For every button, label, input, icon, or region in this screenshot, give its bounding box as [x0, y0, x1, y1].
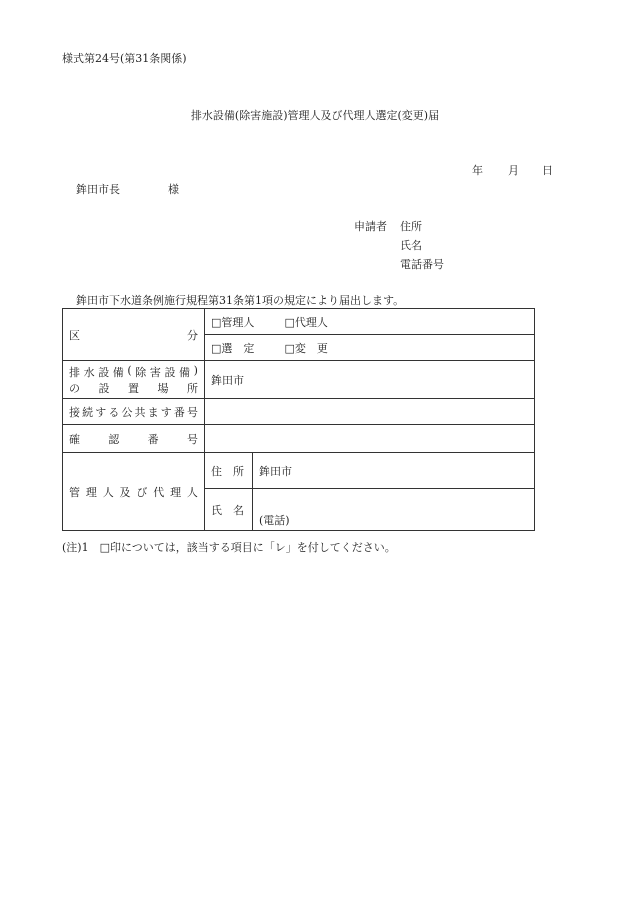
name-label: 氏 名	[211, 503, 244, 517]
date-month-label: 月	[508, 164, 519, 177]
applicant-phone-label: 電話番号	[400, 258, 444, 271]
intro-text: 鉾田市下水道条例施行規程第31条第1項の規定により届出します。	[76, 294, 405, 307]
facility-location-value[interactable]: 鉾田市	[205, 361, 535, 399]
facility-location-label-line2: の 設 置 場 所	[69, 381, 198, 395]
facility-location-row	[63, 361, 535, 399]
connected-sewer-row	[63, 399, 535, 425]
manager-address-row	[63, 453, 535, 489]
address-label-cell	[205, 453, 253, 489]
addressee-name: 鉾田市長	[76, 183, 120, 196]
name-value-cell[interactable]	[253, 489, 535, 531]
connected-sewer-label: 接 続 す る 公 共 ま す 番 号	[69, 405, 198, 419]
selection-checkbox-option[interactable]: □選 定	[211, 341, 255, 355]
agent-checkbox-option[interactable]: □代理人	[284, 315, 328, 329]
category-label-cell	[63, 309, 205, 361]
confirmation-number-row	[63, 425, 535, 453]
category-row-1	[63, 309, 535, 335]
facility-location-label-line1: 排 水 設 備 ( 除 害 設 備 )	[69, 363, 198, 379]
confirmation-number-label: 確 認 番 号	[69, 432, 198, 446]
address-value[interactable]: 鉾田市	[253, 453, 535, 489]
action-options-cell	[205, 335, 535, 361]
manager-agent-label-cell	[63, 453, 205, 531]
applicant-name-label: 氏名	[400, 239, 422, 252]
connected-sewer-label-cell	[63, 399, 205, 425]
date-year-label: 年	[472, 164, 483, 177]
phone-label: (電話)	[259, 514, 290, 527]
role-options-cell	[205, 309, 535, 335]
category-label: 区 分	[69, 328, 198, 342]
address-label: 住 所	[211, 464, 244, 478]
facility-location-label-cell	[63, 361, 205, 399]
date-day-label: 日	[542, 164, 553, 177]
form-number: 様式第24号(第31条関係)	[62, 52, 187, 65]
manager-agent-label: 管 理 人 及 び 代 理 人	[69, 485, 198, 499]
manager-checkbox-option[interactable]: □管理人	[211, 315, 255, 329]
footnote: (注)1 □印については，該当する項目に「レ」を付してください。	[62, 541, 396, 554]
applicant-address-label: 住所	[400, 220, 422, 233]
document-title: 排水設備(除害施設)管理人及び代理人選定(変更)届	[190, 109, 440, 122]
notification-form-table	[62, 308, 535, 531]
connected-sewer-value[interactable]	[205, 399, 535, 425]
confirmation-number-label-cell	[63, 425, 205, 453]
addressee-honorific: 様	[168, 183, 179, 196]
confirmation-number-value[interactable]	[205, 425, 535, 453]
name-label-cell	[205, 489, 253, 531]
applicant-label: 申請者	[354, 220, 387, 233]
change-checkbox-option[interactable]: □変 更	[284, 341, 328, 355]
